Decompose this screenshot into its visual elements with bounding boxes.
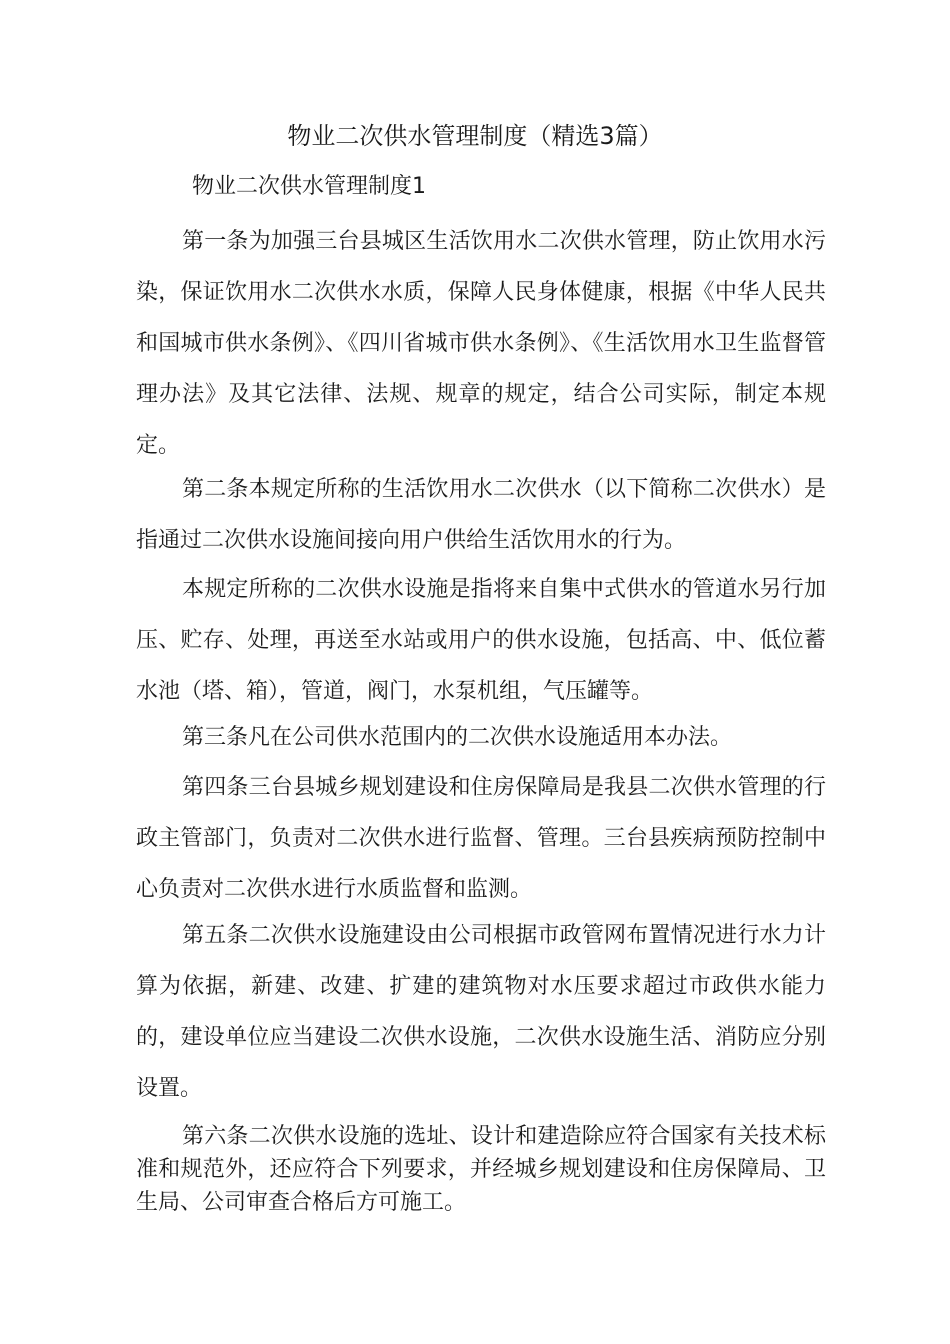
paragraph-article-6: 第六条二次供水设施的选址、设计和建造除应符合国家有关技术标准和规范外，还应符合下列要求，并经城乡规划建设和住房保障局、卫生局、公司审查合格后方可施工。 (136, 1124, 826, 1215)
section-heading: 物业二次供水管理制度1 (192, 174, 426, 199)
paragraph-article-4: 第四条三台县城乡规划建设和住房保障局是我县二次供水管理的行政主管部门，负责对二次供水进行监督、管理。三台县疾病预防控制中心负责对二次供水进行水质监督和监测。 (136, 775, 826, 902)
paragraph-article-5: 第五条二次供水设施建设由公司根据市政管网布置情况进行水力计算为依据，新建、改建、扩建的建筑物对水压要求超过市政供水能力的，建设单位应当建设二次供水设施，二次供水设施生活、消防应分别设置。 (136, 923, 826, 1101)
paragraph-article-3: 第三条凡在公司供水范围内的二次供水设施适用本办法。 (182, 725, 733, 750)
document-title: 物业二次供水管理制度（精选3篇） (287, 122, 663, 150)
paragraph-facility-definition: 本规定所称的二次供水设施是指将来自集中式供水的管道水另行加压、贮存、处理，再送至水站或用户的供水设施，包括高、中、低位蓄水池（塔、箱），管道，阀门，水泵机组，气压罐等。 (136, 577, 826, 704)
paragraph-article-1: 第一条为加强三台县城区生活饮用水二次供水管理，防止饮用水污染，保证饮用水二次供水水质，保障人民身体健康，根据《中华人民共和国城市供水条例》、《四川省城市供水条例》、《生活饮用水卫生监督管理办法》及其它法律、法规、规章的规定，结合公司实际，制定本规定。 (136, 229, 826, 458)
paragraph-article-2: 第二条本规定所称的生活饮用水二次供水（以下简称二次供水）是指通过二次供水设施间接向用户供给生活饮用水的行为。 (136, 477, 826, 553)
